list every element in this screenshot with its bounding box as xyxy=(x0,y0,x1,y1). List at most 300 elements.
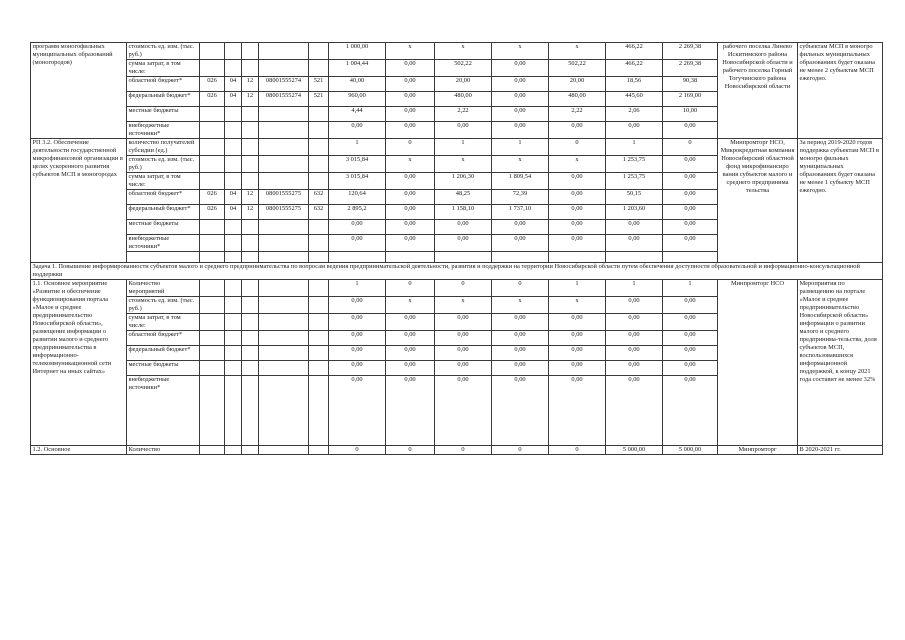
table-cell xyxy=(200,107,225,122)
table-cell: 466,22 xyxy=(606,43,663,60)
table-cell: 0,00 xyxy=(386,220,435,235)
table-cell: сумма затрат, в том числе: xyxy=(127,314,200,331)
table-cell: 0,00 xyxy=(663,331,718,346)
table-cell xyxy=(309,173,329,190)
table-cell xyxy=(225,446,242,455)
table-cell xyxy=(242,220,259,235)
table-cell: федеральный бюджет* xyxy=(127,92,200,107)
table-cell: 0,00 xyxy=(606,220,663,235)
table-cell: 0,00 xyxy=(329,122,386,139)
table-cell xyxy=(200,446,225,455)
table-cell xyxy=(225,361,242,376)
table-cell: внебюджетные источники* xyxy=(127,376,200,446)
table-cell: 480,00 xyxy=(435,92,492,107)
table-cell xyxy=(663,252,718,263)
table-cell xyxy=(309,297,329,314)
table-cell: х xyxy=(435,297,492,314)
table-cell xyxy=(242,235,259,252)
table-cell: 1 737,10 xyxy=(492,205,549,220)
table-cell: 0,00 xyxy=(386,77,435,92)
table-cell: 0,00 xyxy=(492,235,549,252)
table-cell: 1 004,44 xyxy=(329,60,386,77)
table-cell: 04 xyxy=(225,77,242,92)
table-cell: х xyxy=(386,156,435,173)
table-cell: 0,00 xyxy=(492,107,549,122)
table-cell: 1 xyxy=(435,139,492,156)
table-cell xyxy=(259,173,309,190)
table-cell: 0,00 xyxy=(549,331,606,346)
table-cell: 0 xyxy=(329,446,386,455)
table-cell xyxy=(309,43,329,60)
table-cell xyxy=(309,122,329,139)
table-cell: 0,00 xyxy=(606,376,663,446)
table-cell: 0,00 xyxy=(492,346,549,361)
table-cell: 0,00 xyxy=(663,205,718,220)
table-cell: 2,22 xyxy=(435,107,492,122)
document-page xyxy=(30,42,879,455)
table-cell xyxy=(200,331,225,346)
table-cell xyxy=(259,376,309,446)
table-cell: 0 xyxy=(492,446,549,455)
table-cell: 0,00 xyxy=(435,314,492,331)
table-cell: 0,00 xyxy=(386,376,435,446)
table-cell: 0,00 xyxy=(549,173,606,190)
table-cell xyxy=(309,280,329,297)
table-cell: местные бюджеты xyxy=(127,361,200,376)
table-cell: 12 xyxy=(242,92,259,107)
table-cell xyxy=(200,235,225,252)
table-cell: 0,00 xyxy=(549,235,606,252)
table-cell: х xyxy=(492,297,549,314)
table-cell: 90,38 xyxy=(663,77,718,92)
table-cell xyxy=(242,346,259,361)
table-cell: 12 xyxy=(242,205,259,220)
table-cell: 0,00 xyxy=(435,346,492,361)
table-cell: 0,00 xyxy=(606,122,663,139)
table-cell: 0,00 xyxy=(663,156,718,173)
table-cell: х xyxy=(549,297,606,314)
table-cell: 12 xyxy=(242,77,259,92)
table-cell xyxy=(225,297,242,314)
table-cell xyxy=(309,314,329,331)
table-cell: 0,00 xyxy=(435,220,492,235)
table-cell xyxy=(242,331,259,346)
table-cell: 0 xyxy=(492,280,549,297)
table-cell xyxy=(242,361,259,376)
table-cell: 0,00 xyxy=(435,235,492,252)
table-cell: В 2020-2021 гг. xyxy=(798,446,883,455)
table-cell: 0,00 xyxy=(386,235,435,252)
table-cell: 12 xyxy=(242,190,259,205)
table-cell xyxy=(200,156,225,173)
table-cell: областной бюджет* xyxy=(127,190,200,205)
table-cell xyxy=(259,280,309,297)
table-cell xyxy=(200,173,225,190)
table-row xyxy=(31,263,883,280)
table-cell: 0,00 xyxy=(663,190,718,205)
table-cell: 0 xyxy=(386,280,435,297)
table-cell xyxy=(225,314,242,331)
table-cell xyxy=(259,139,309,156)
table-cell: 2 269,38 xyxy=(663,60,718,77)
table-cell: 0 xyxy=(549,139,606,156)
table-cell: 0,00 xyxy=(386,361,435,376)
table-cell xyxy=(259,346,309,361)
table-cell: 04 xyxy=(225,205,242,220)
table-cell xyxy=(492,252,549,263)
table-cell: 0,00 xyxy=(549,361,606,376)
table-cell: 445,60 xyxy=(606,92,663,107)
table-cell: Мероприятия по размещению на портале «Малое и среднее предпринимательство Новосибирской области» информации о развитии малого и среднего предпринима-тельства, доля субъектов МСП, воспользовавшихся информационной поддержкой, к концу 2021 года составит не менее 32% xyxy=(798,280,883,446)
table-cell xyxy=(225,139,242,156)
table-cell: 0,00 xyxy=(386,92,435,107)
table-cell: 0,00 xyxy=(549,190,606,205)
table-cell xyxy=(225,376,242,446)
table-cell: 026 xyxy=(200,77,225,92)
table-cell: Количество xyxy=(127,446,200,455)
table-cell xyxy=(242,280,259,297)
table-cell: 026 xyxy=(200,205,225,220)
table-cell: 10,00 xyxy=(663,107,718,122)
table-cell: 0,00 xyxy=(663,376,718,446)
table-cell: 1 000,00 xyxy=(329,43,386,60)
table-cell xyxy=(200,346,225,361)
table-cell xyxy=(200,43,225,60)
table-cell xyxy=(200,122,225,139)
table-cell: 0,00 xyxy=(606,235,663,252)
table-cell xyxy=(259,235,309,252)
table-cell: 0,00 xyxy=(492,361,549,376)
table-cell xyxy=(329,252,386,263)
table-cell xyxy=(259,331,309,346)
table-cell: 1 xyxy=(549,280,606,297)
table-cell xyxy=(225,220,242,235)
table-cell: 0 xyxy=(386,446,435,455)
table-cell xyxy=(225,60,242,77)
table-cell xyxy=(242,122,259,139)
table-cell: 0,00 xyxy=(492,376,549,446)
table-cell: х xyxy=(549,43,606,60)
table-cell: 08001555275 xyxy=(259,190,309,205)
table-cell xyxy=(200,314,225,331)
table-cell xyxy=(309,446,329,455)
table-cell xyxy=(386,252,435,263)
table-cell: 0,00 xyxy=(329,314,386,331)
table-cell: 72,39 xyxy=(492,190,549,205)
table-cell: Минпромторг НСО xyxy=(718,280,798,446)
table-cell xyxy=(200,252,225,263)
table-cell: х xyxy=(435,156,492,173)
table-row xyxy=(31,43,883,60)
table-cell xyxy=(200,139,225,156)
table-cell: 08001555274 xyxy=(259,77,309,92)
table-cell: 0,00 xyxy=(492,77,549,92)
table-cell xyxy=(259,446,309,455)
table-cell: 0,00 xyxy=(663,314,718,331)
table-cell: 0,00 xyxy=(549,314,606,331)
table-cell xyxy=(242,107,259,122)
table-cell: х xyxy=(492,156,549,173)
program-activities-table xyxy=(30,42,883,455)
table-cell: 026 xyxy=(200,92,225,107)
table-cell: сумма затрат, в том числе: xyxy=(127,60,200,77)
table-cell: 0,00 xyxy=(435,376,492,446)
table-cell: х xyxy=(386,297,435,314)
table-cell: 0,00 xyxy=(386,173,435,190)
table-cell: х xyxy=(549,156,606,173)
table-cell: 0,00 xyxy=(329,361,386,376)
table-cell: 3 015,84 xyxy=(329,173,386,190)
table-cell xyxy=(225,346,242,361)
table-cell xyxy=(242,297,259,314)
table-cell: 0 xyxy=(663,139,718,156)
table-cell: Задача 1. Повышение информированности субъектов малого и среднего предпринимательства по вопросам ведения предпринимательской деятельности, развития и поддержки на территории Новосибирской области путем обеспечения доступности образовательной и информационно-консультационной поддержки xyxy=(31,263,883,280)
table-cell xyxy=(309,156,329,173)
table-cell: Минпромторг xyxy=(718,446,798,455)
table-cell: 0,00 xyxy=(492,220,549,235)
table-cell xyxy=(225,235,242,252)
table-cell: 2,22 xyxy=(549,107,606,122)
table-cell xyxy=(225,331,242,346)
table-cell: 20,00 xyxy=(549,77,606,92)
table-cell: 1 203,60 xyxy=(606,205,663,220)
table-cell: 40,00 xyxy=(329,77,386,92)
table-cell: 0,00 xyxy=(492,331,549,346)
table-cell xyxy=(225,122,242,139)
table-cell xyxy=(309,220,329,235)
table-cell: местные бюджеты xyxy=(127,220,200,235)
table-cell xyxy=(225,173,242,190)
table-cell: 0,00 xyxy=(663,235,718,252)
table-cell: 0,00 xyxy=(329,346,386,361)
table-cell: 0,00 xyxy=(492,92,549,107)
table-cell: 026 xyxy=(200,190,225,205)
table-cell: программ моногофильных муниципальных образований (моногородов) xyxy=(31,43,127,139)
table-cell: 0 xyxy=(549,446,606,455)
table-cell: 2 269,38 xyxy=(663,43,718,60)
table-cell: 1 253,75 xyxy=(606,156,663,173)
table-cell xyxy=(259,107,309,122)
table-cell: 2,06 xyxy=(606,107,663,122)
table-cell: 1 xyxy=(329,280,386,297)
table-cell: 0,00 xyxy=(386,331,435,346)
table-cell: 0,00 xyxy=(663,346,718,361)
table-cell: 04 xyxy=(225,190,242,205)
table-cell xyxy=(549,252,606,263)
table-row xyxy=(31,280,883,297)
table-cell xyxy=(309,139,329,156)
table-cell xyxy=(259,122,309,139)
table-cell: 0,00 xyxy=(549,205,606,220)
table-cell: 1.1. Основное мероприятие «Развитие и обеспечение функционирования портала «Малое и среднее предпринимательство Новосибирской области», размещение информации о развитии малого и среднего предпринимательства в информационно-телекоммуникационной сети Интернет на иных сайтах» xyxy=(31,280,127,446)
table-cell: х xyxy=(492,43,549,60)
table-cell xyxy=(259,252,309,263)
table-cell: 521 xyxy=(309,92,329,107)
table-cell: 960,00 xyxy=(329,92,386,107)
table-cell: Количество мероприятий xyxy=(127,280,200,297)
table-cell: 632 xyxy=(309,205,329,220)
table-cell xyxy=(127,252,200,263)
table-cell: 0,00 xyxy=(549,346,606,361)
table-cell: 1 809,54 xyxy=(492,173,549,190)
table-cell: 0,00 xyxy=(606,346,663,361)
table-cell: 1 xyxy=(606,139,663,156)
table-cell: стоимость ед. изм. (тыс. руб.) xyxy=(127,43,200,60)
table-cell: 0,00 xyxy=(663,220,718,235)
table-cell: 0,00 xyxy=(329,235,386,252)
table-cell xyxy=(200,60,225,77)
table-cell: 1 253,75 xyxy=(606,173,663,190)
table-cell xyxy=(242,60,259,77)
table-cell: 0,00 xyxy=(329,220,386,235)
table-row xyxy=(31,139,883,156)
table-cell: 1 xyxy=(606,280,663,297)
table-cell: 18,56 xyxy=(606,77,663,92)
table-cell: 0,00 xyxy=(435,361,492,376)
table-cell: 2 895,2 xyxy=(329,205,386,220)
table-cell xyxy=(242,173,259,190)
table-cell: 20,00 xyxy=(435,77,492,92)
table-cell: Минпромторг НСО, Микрокредитная компания Новосибирский областной фонд микрофинансиро вания субъектов малого и среднего предпринима тельства xyxy=(718,139,798,263)
table-cell: субъектам МСП в моногро фильных муниципальных образованиях будет оказана не менее 2 субъектам МСП ежегодно. xyxy=(798,43,883,139)
table-cell: 0,00 xyxy=(492,60,549,77)
table-cell: 0,00 xyxy=(329,297,386,314)
table-cell xyxy=(200,280,225,297)
table-cell: 0 xyxy=(435,446,492,455)
table-cell xyxy=(309,376,329,446)
table-cell xyxy=(225,107,242,122)
table-cell: 0,00 xyxy=(492,122,549,139)
table-cell: 466,22 xyxy=(606,60,663,77)
table-cell: 0,00 xyxy=(386,107,435,122)
table-cell: рабочего поселка Линево Искитимского района Новосибирской области и рабочего поселка Горный Тогучинского района Новосибирской области xyxy=(718,43,798,139)
table-cell: 632 xyxy=(309,190,329,205)
table-cell xyxy=(225,252,242,263)
table-cell xyxy=(200,297,225,314)
table-cell: 0,00 xyxy=(663,361,718,376)
table-cell: 08001555275 xyxy=(259,205,309,220)
table-cell: 502,22 xyxy=(549,60,606,77)
table-cell: 1 206,30 xyxy=(435,173,492,190)
table-cell: 0,00 xyxy=(435,122,492,139)
table-cell: 5 000,00 xyxy=(663,446,718,455)
table-cell: 0,00 xyxy=(329,376,386,446)
table-cell xyxy=(242,43,259,60)
table-cell xyxy=(259,361,309,376)
table-cell: 0,00 xyxy=(663,173,718,190)
table-cell: 5 000,00 xyxy=(606,446,663,455)
table-cell xyxy=(309,331,329,346)
table-cell: 0,00 xyxy=(606,361,663,376)
table-cell: 120,64 xyxy=(329,190,386,205)
table-cell: местные бюджеты xyxy=(127,107,200,122)
table-cell xyxy=(225,156,242,173)
table-cell: х xyxy=(435,43,492,60)
table-cell: 0,00 xyxy=(549,376,606,446)
table-cell: 0,00 xyxy=(329,331,386,346)
table-cell: количество получателей субсидии (ед.) xyxy=(127,139,200,156)
table-cell xyxy=(242,376,259,446)
table-cell xyxy=(435,252,492,263)
table-cell xyxy=(606,252,663,263)
table-cell: 0,00 xyxy=(606,314,663,331)
table-cell xyxy=(225,280,242,297)
table-cell: 0 xyxy=(435,280,492,297)
table-cell: федеральный бюджет* xyxy=(127,346,200,361)
table-cell: областной бюджет* xyxy=(127,331,200,346)
table-cell: 1 xyxy=(492,139,549,156)
table-cell: 1 xyxy=(329,139,386,156)
table-cell xyxy=(242,252,259,263)
table-cell: 50,15 xyxy=(606,190,663,205)
table-cell: 3 015,84 xyxy=(329,156,386,173)
table-cell: 0,00 xyxy=(435,331,492,346)
table-cell xyxy=(309,252,329,263)
table-cell: 0,00 xyxy=(549,122,606,139)
table-cell xyxy=(309,60,329,77)
table-cell: 4,44 xyxy=(329,107,386,122)
table-cell: 0 xyxy=(386,139,435,156)
table-cell: федеральный бюджет* xyxy=(127,205,200,220)
table-cell: сумма затрат, в том числе: xyxy=(127,173,200,190)
table-cell: 0,00 xyxy=(386,314,435,331)
table-cell: 0,00 xyxy=(386,205,435,220)
table-cell: стоимость ед. изм. (тыс. руб.) xyxy=(127,156,200,173)
table-cell xyxy=(242,156,259,173)
table-cell xyxy=(309,346,329,361)
table-cell xyxy=(242,314,259,331)
table-cell xyxy=(259,220,309,235)
table-cell: 0,00 xyxy=(549,220,606,235)
table-cell: 0,00 xyxy=(386,122,435,139)
table-cell: 480,00 xyxy=(549,92,606,107)
table-cell: стоимость ед. изм. (тыс. руб.) xyxy=(127,297,200,314)
table-cell xyxy=(309,235,329,252)
table-cell: х xyxy=(386,43,435,60)
table-cell: 0,00 xyxy=(492,314,549,331)
table-cell: 0,00 xyxy=(663,122,718,139)
table-cell: 0,00 xyxy=(663,297,718,314)
table-cell: 0,00 xyxy=(386,190,435,205)
table-cell xyxy=(200,361,225,376)
table-cell xyxy=(225,43,242,60)
table-cell: 0,00 xyxy=(606,331,663,346)
table-cell xyxy=(242,139,259,156)
table-cell: 1 xyxy=(663,280,718,297)
table-cell xyxy=(309,107,329,122)
table-cell: внебюджетные источники* xyxy=(127,235,200,252)
table-cell: 1.2. Основное xyxy=(31,446,127,455)
table-cell: РП 3.2. Обеспечение деятельности государственной микрофинансовой организации в целях ускоренного развития субъектов МСП в моногородах xyxy=(31,139,127,263)
table-cell xyxy=(309,361,329,376)
table-cell xyxy=(259,314,309,331)
table-cell xyxy=(200,220,225,235)
table-cell: внебюджетные источники* xyxy=(127,122,200,139)
table-cell: 502,22 xyxy=(435,60,492,77)
table-cell: 04 xyxy=(225,92,242,107)
table-cell: 48,25 xyxy=(435,190,492,205)
table-cell xyxy=(200,376,225,446)
table-cell xyxy=(259,60,309,77)
table-cell: областной бюджет* xyxy=(127,77,200,92)
table-cell: 0,00 xyxy=(606,297,663,314)
table-cell: 2 169,00 xyxy=(663,92,718,107)
table-cell: 1 158,10 xyxy=(435,205,492,220)
table-cell: 08001555274 xyxy=(259,92,309,107)
table-cell xyxy=(242,446,259,455)
table-cell: 521 xyxy=(309,77,329,92)
table-row xyxy=(31,446,883,455)
